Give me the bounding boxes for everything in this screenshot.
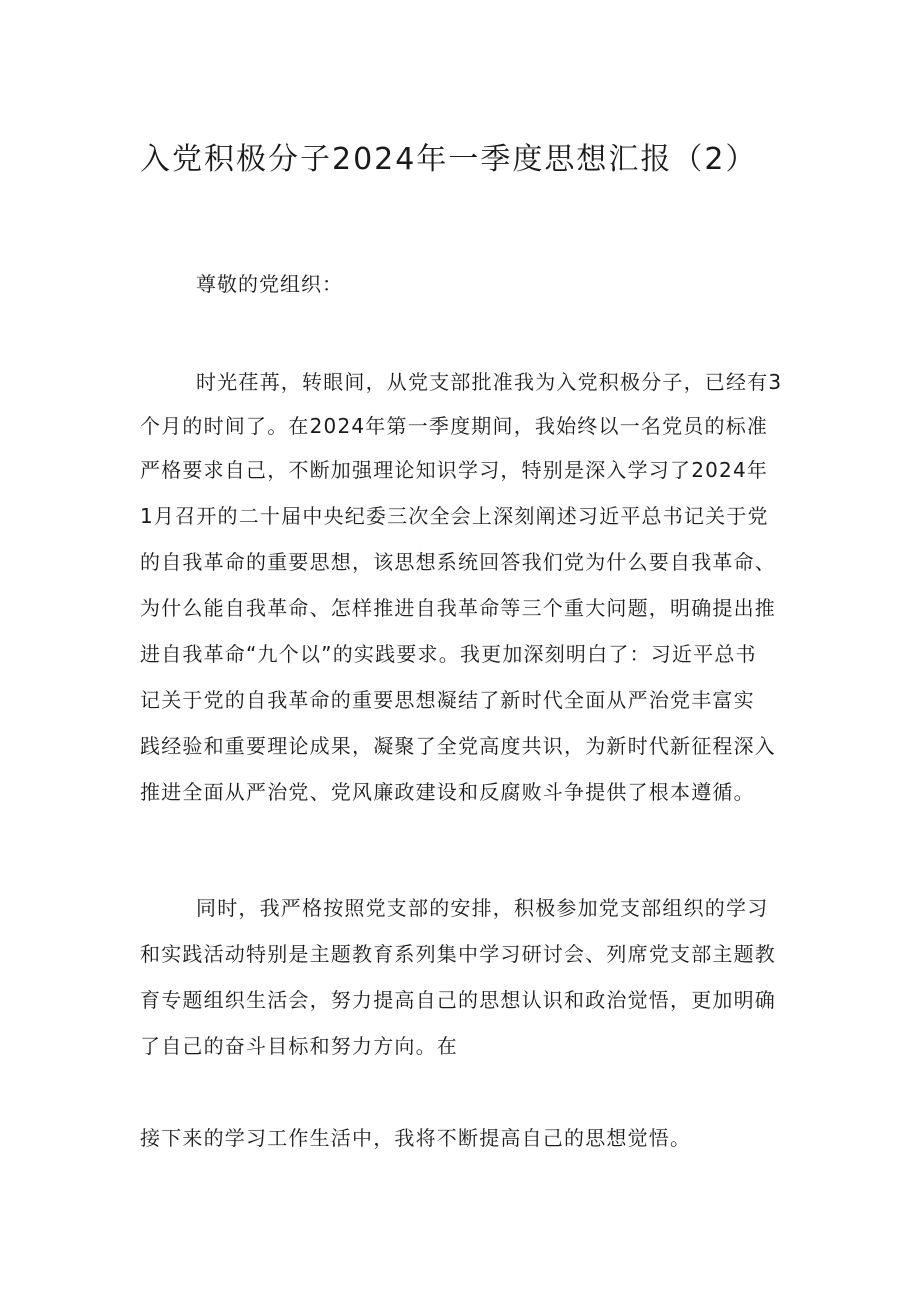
paragraph-1-line: 进自我革命“九个以”的实践要求。我更加深刻明白了：习近平总书 [140,642,757,666]
paragraph-1-line: 1月召开的二十届中央纪委三次全会上深刻阐述习近平总书记关于党 [140,504,769,528]
paragraph-2-line: 同时，我严格按照党支部的安排，积极参加党支部组织的学习 [196,896,769,920]
paragraph-1-line: 个月的时间了。在2024年第一季度期间，我始终以一名党员的标准 [140,414,769,438]
paragraph-1-line: 时光荏苒，转眼间，从党支部批准我为入党积极分子，已经有3 [196,370,783,394]
paragraph-1-line: 严格要求自己，不断加强理论知识学习，特别是深入学习了2024年 [140,458,769,482]
paragraph-2-line: 了自己的奋斗目标和努力方向。在 [140,1034,458,1058]
paragraph-2-line: 育专题组织生活会，努力提高自己的思想认识和政治觉悟，更加明确 [140,988,776,1012]
paragraph-1-line: 为什么能自我革命、怎样推进自我革命等三个重大问题，明确提出推 [140,596,776,620]
paragraph-2-line: 和实践活动特别是主题教育系列集中学习研讨会、列席党支部主题教 [140,942,776,966]
document-title: 入党积极分子2024年一季度思想汇报（2） [140,142,758,177]
paragraph-1-line: 推进全面从严治党、党风廉政建设和反腐败斗争提供了根本遵循。 [140,780,755,804]
greeting: 尊敬的党组织： [196,272,343,296]
paragraph-1-line: 记关于党的自我革命的重要思想凝结了新时代全面从严治党丰富实 [140,688,755,712]
paragraph-3-line: 接下来的学习工作生活中，我将不断提高自己的思想觉悟。 [140,1126,692,1150]
paragraph-1-line: 践经验和重要理论成果，凝聚了全党高度共识，为新时代新征程深入 [140,734,776,758]
paragraph-1-line: 的自我革命的重要思想，该思想系统回答我们党为什么要自我革命、 [140,550,776,574]
